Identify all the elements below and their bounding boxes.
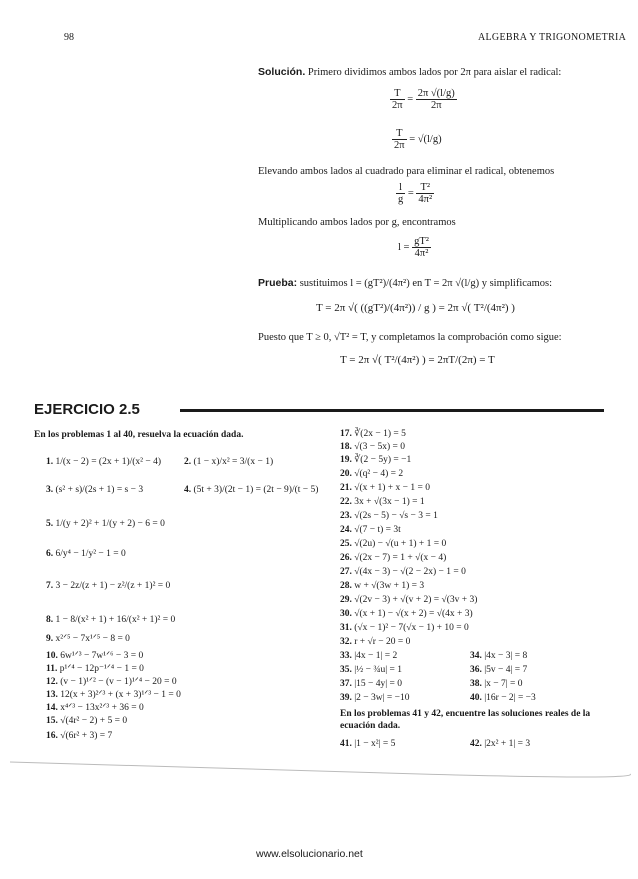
problem-11: 11. p¹ᐟ⁴ − 12p⁻¹ᐟ⁴ − 1 = 0 <box>46 664 144 674</box>
equation-1: $\frac{T}{2\pi}$ = $\frac{2\pi √(l/g)}{2\pi}$ <box>392 88 455 111</box>
problem-32: 32. r + √r − 20 = 0 <box>340 637 411 647</box>
problem-25: 25. √(2u) − √(u + 1) + 1 = 0 <box>340 539 447 549</box>
problem-8: 8. 1 − 8/(x² + 1) + 16/(x² + 1)² = 0 <box>46 615 176 625</box>
problem-19: 19. ∛(2 − 5y) = −1 <box>340 455 412 465</box>
problem-23: 23. √(2s − 5) − √s − 3 = 1 <box>340 511 438 521</box>
problem-14: 14. x⁴ᐟ³ − 13x²ᐟ³ + 36 = 0 <box>46 703 144 713</box>
proof-text: sustituimos l = (gT²)/(4π²) en T = 2π √(l/g) y simplificamos: <box>299 278 552 289</box>
problem-4: 4. (5t + 3)/(2t − 1) = (2t − 9)/(t − 5) <box>184 485 319 495</box>
problem-9: 9. x²ᐟ⁵ − 7x¹ᐟ⁵ − 8 = 0 <box>46 634 130 644</box>
problem-29: 29. √(2v − 3) + √(v + 2) = √(3v + 3) <box>340 595 478 605</box>
problem-18: 18. √(3 − 5x) = 0 <box>340 442 406 452</box>
problem-1: 1. 1/(x − 2) = (2x + 1)/(x² − 4) <box>46 457 162 467</box>
instruction-1: En los problemas 1 al 40, resuelva la ecuación dada. <box>34 430 244 440</box>
scan-edge-line <box>0 760 638 780</box>
problem-37: 37. |15 − 4y| = 0 <box>340 679 403 689</box>
problem-24: 24. √(7 − t) = 3t <box>340 525 401 535</box>
proof-equation: T = 2π √( ((gT²)/(4π²)) / g ) = 2π √( T²/(4π²) ) <box>316 302 515 314</box>
problem-15: 15. √(4r² − 2) + 5 = 0 <box>46 716 128 726</box>
problem-33: 33. |4x − 1| = 2 <box>340 651 398 661</box>
problem-22: 22. 3x + √(3x − 1) = 1 <box>340 497 425 507</box>
proof-label: Prueba: <box>258 277 298 289</box>
problem-16: 16. √(6r² + 3) = 7 <box>46 731 113 741</box>
since-text: Puesto que T ≥ 0, √T² = T, y completamos la comprobación como sigue: <box>258 332 562 343</box>
proof-final-equation: T = 2π √( T²/(4π²) ) = 2πT/(2π) = T <box>340 354 495 366</box>
running-title: ALGEBRA Y TRIGONOMETRIA <box>478 32 627 43</box>
problem-12: 12. (v − 1)¹ᐟ² − (v − 1)¹ᐟ⁴ − 20 = 0 <box>46 677 177 687</box>
problem-31: 31. (√x − 1)² − 7(√x − 1) + 10 = 0 <box>340 623 469 633</box>
multiply-text: Multiplicando ambos lados por g, encontramos <box>258 217 456 228</box>
problem-35: 35. |½ − ¾u| = 1 <box>340 665 403 675</box>
problem-41: 41. |1 − x²| = 5 <box>340 739 396 749</box>
problem-36: 36. |5v − 4| = 7 <box>470 665 528 675</box>
proof-intro <box>258 277 552 289</box>
problem-26: 26. √(2x − 7) = 1 + √(x − 4) <box>340 553 447 563</box>
problem-3: 3. (s² + s)/(2s + 1) = s − 3 <box>46 485 144 495</box>
problem-34: 34. |4x − 3| = 8 <box>470 651 528 661</box>
problem-20: 20. √(q² − 4) = 2 <box>340 469 404 479</box>
problem-27: 27. √(4x − 3) − √(2 − 2x) − 1 = 0 <box>340 567 466 577</box>
problem-21: 21. √(x + 1) + x − 1 = 0 <box>340 483 430 493</box>
solution-intro <box>258 66 561 78</box>
problem-2: 2. (1 − x)/x² = 3/(x − 1) <box>184 457 274 467</box>
exercise-title: EJERCICIO 2.5 <box>34 401 140 418</box>
problem-42: 42. |2x² + 1| = 3 <box>470 739 531 749</box>
problem-5: 5. 1/(y + 2)² + 1/(y + 2) − 6 = 0 <box>46 519 165 529</box>
problem-17: 17. ∛(2x − 1) = 5 <box>340 429 406 439</box>
page-number: 98 <box>64 32 74 43</box>
equation-2: $\frac{T}{2\pi}$ = √(l/g) <box>394 128 442 151</box>
problem-6: 6. 6/y⁴ − 1/y² − 1 = 0 <box>46 549 126 559</box>
instruction-2: En los problemas 41 y 42, encuentre las soluciones reales de la ecuación dada. <box>340 709 591 731</box>
problem-38: 38. |x − 7| = 0 <box>470 679 523 689</box>
equation-4: l = $\frac{\text{gT²}}{\text{4π²}}$ <box>398 236 429 259</box>
footer-url[interactable]: www.elsolucionario.net <box>256 848 363 860</box>
problem-28: 28. w + √(3w + 1) = 3 <box>340 581 425 591</box>
problem-10: 10. 6w¹ᐟ³ − 7w¹ᐟ⁶ − 3 = 0 <box>46 651 144 661</box>
problem-7: 7. 3 − 2z/(z + 1) − z²/(z + 1)² = 0 <box>46 581 171 591</box>
problem-40: 40. |16r − 2| = −3 <box>470 693 536 703</box>
solution-label: Solución. <box>258 66 306 78</box>
solution-intro-text: Primero dividimos ambos lados por 2π para aislar el radical: <box>307 67 562 78</box>
equation-3: $\frac{l}{g}$ = $\frac{\text{T²}}{\text{4π²}}$ <box>398 182 433 205</box>
title-rule <box>180 409 604 412</box>
problem-39: 39. |2 − 3w| = −10 <box>340 693 410 703</box>
problem-13: 13. 12(x + 3)²ᐟ³ + (x + 3)¹ᐟ³ − 1 = 0 <box>46 690 181 700</box>
problem-30: 30. √(x + 1) − √(x + 2) = √(4x + 3) <box>340 609 473 619</box>
square-text: Elevando ambos lados al cuadrado para eliminar el radical, obtenemos <box>258 166 555 177</box>
